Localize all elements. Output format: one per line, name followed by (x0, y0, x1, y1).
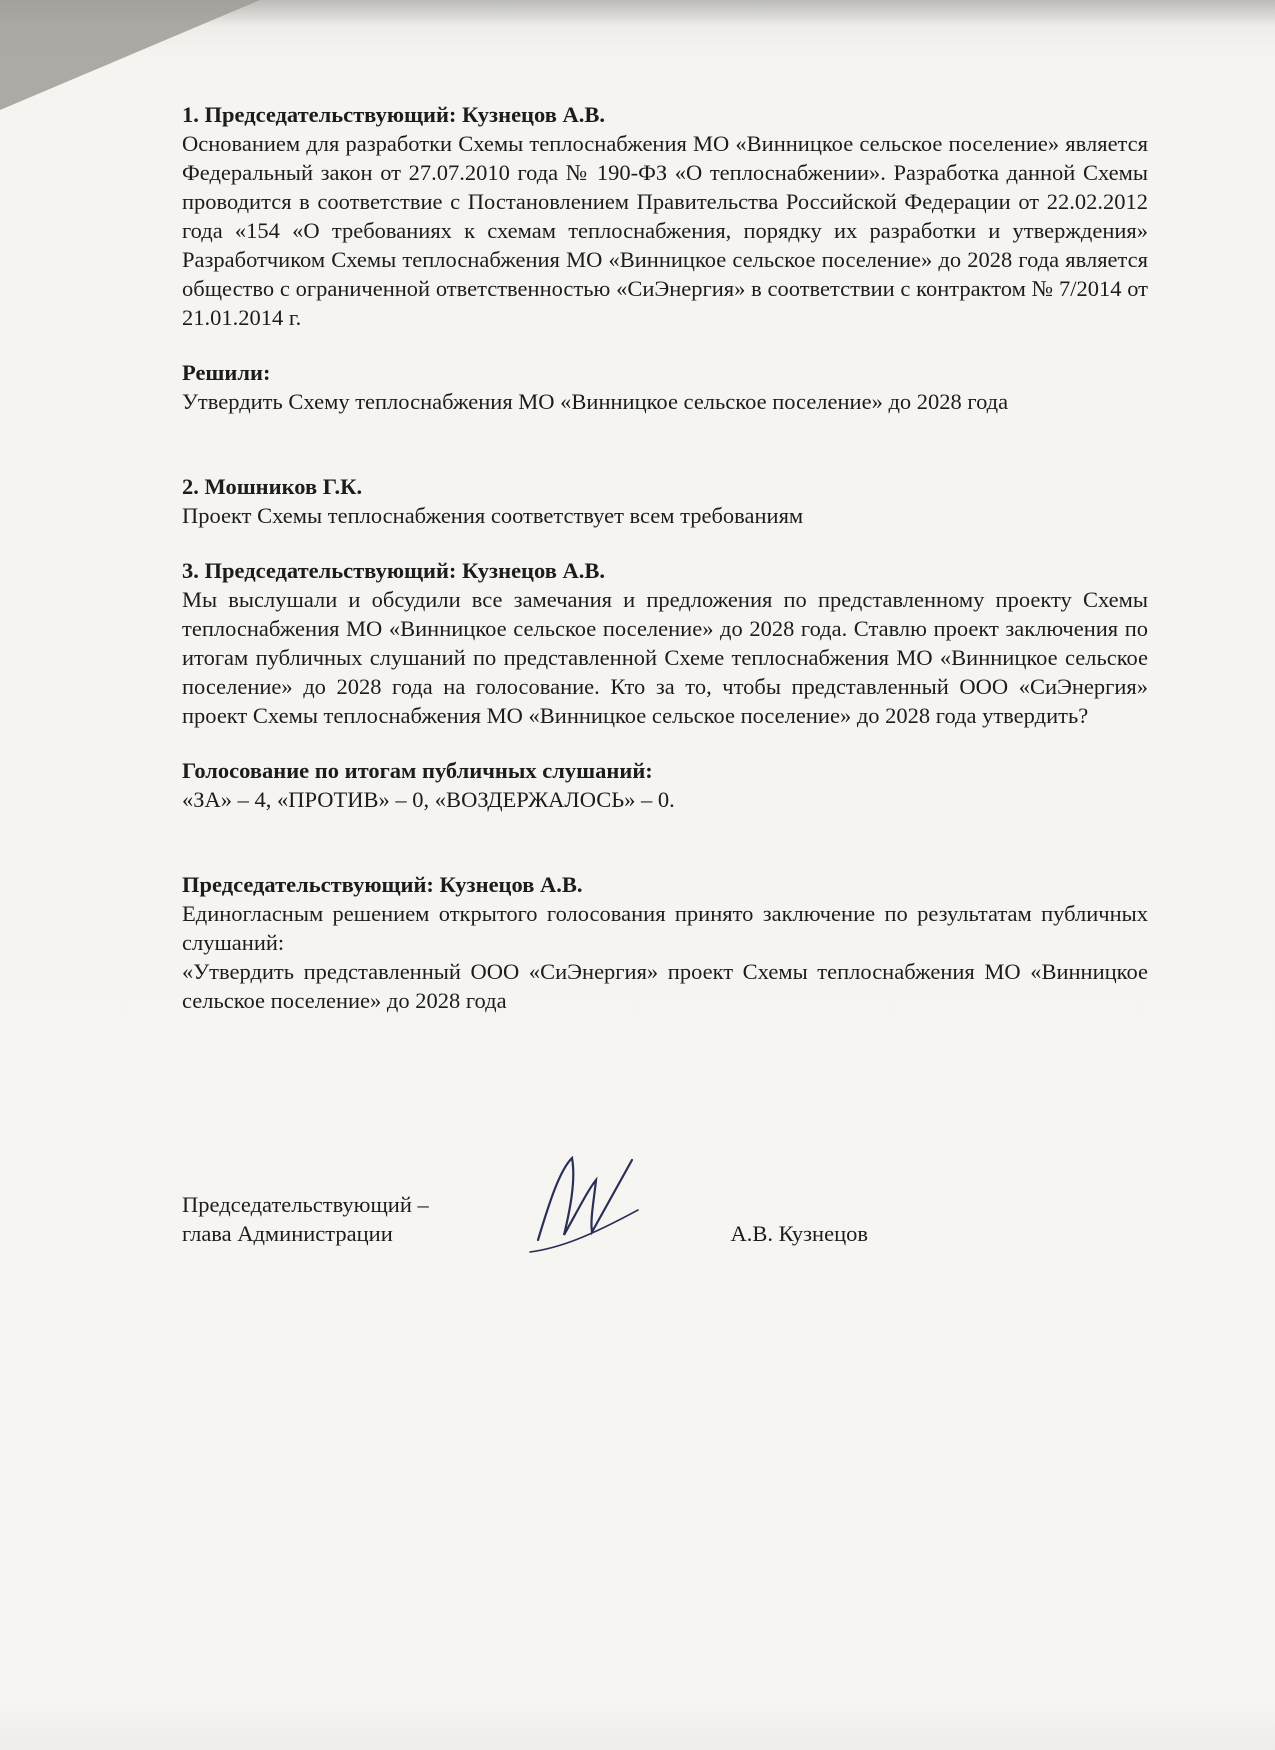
conclusion-quote: «Утвердить представленный ООО «СиЭнергия» проект Схемы теплоснабжения МО «Винницкое сельское поселение» до 2028 года (182, 959, 1148, 1013)
section1-heading: 1. Председательствующий: Кузнецов А.В. (182, 102, 605, 127)
scan-corner-shadow (0, 0, 260, 110)
decision-text: Утвердить Схему теплоснабжения МО «Винницкое сельское поселение» до 2028 года (182, 389, 1009, 414)
signature-title: Председательствующий – (182, 1192, 429, 1217)
signature-position: глава Администрации (182, 1221, 393, 1246)
conclusion-heading: Председательствующий: Кузнецов А.В. (182, 872, 583, 897)
vote-heading: Голосование по итогам публичных слушаний: (182, 758, 653, 783)
signature-name: А.В. Кузнецов (730, 1221, 868, 1246)
conclusion-text: Единогласным решением открытого голосования принято заключение по результатам публичных слушаний: (182, 901, 1148, 955)
section3-text: Мы выслушали и обсудили все замечания и предложения по представленному проекту Схемы теплоснабжения МО «Винницкое сельское поселение» до 2028 года. Ставлю проект заключения по итогам публичных слушаний по представленной Схеме теплоснабжения МО «Винницкое сельское поселение» до 2028 года на голосование. Кто за то, чтобы представленный ООО «СиЭнергия» проект Схемы теплоснабжения МО «Винницкое сельское поселение» до 2028 года утвердить? (182, 587, 1148, 728)
signature-block (182, 1190, 882, 1248)
decision-heading: Решили: (182, 360, 271, 385)
vote-result: «ЗА» – 4, «ПРОТИВ» – 0, «ВОЗДЕРЖАЛОСЬ» – 0. (182, 787, 675, 812)
section2-heading: 2. Мошников Г.К. (182, 474, 363, 499)
document-body (182, 100, 1148, 1015)
section1-text: Основанием для разработки Схемы теплоснабжения МО «Винницкое сельское поселение» является Федеральный закон от 27.07.2010 года № 190-ФЗ «О теплоснабжении». Разработка данной Схемы проводится в соответствие с Постановлением Правительства Российской Федерации от 22.02.2012 года «154 «О требованиях к схемам теплоснабжения, порядку их разработки и утверждения» Разработчиком Схемы теплоснабжения МО «Винницкое сельское поселение» до 2028 года является общество с ограниченной ответственностью «СиЭнергия» в соответствии с контрактом № 7/2014 от 21.01.2014 г. (182, 131, 1148, 330)
section2-text: Проект Схемы теплоснабжения соответствует всем требованиям (182, 503, 804, 528)
section3-heading: 3. Председательствующий: Кузнецов А.В. (182, 558, 605, 583)
